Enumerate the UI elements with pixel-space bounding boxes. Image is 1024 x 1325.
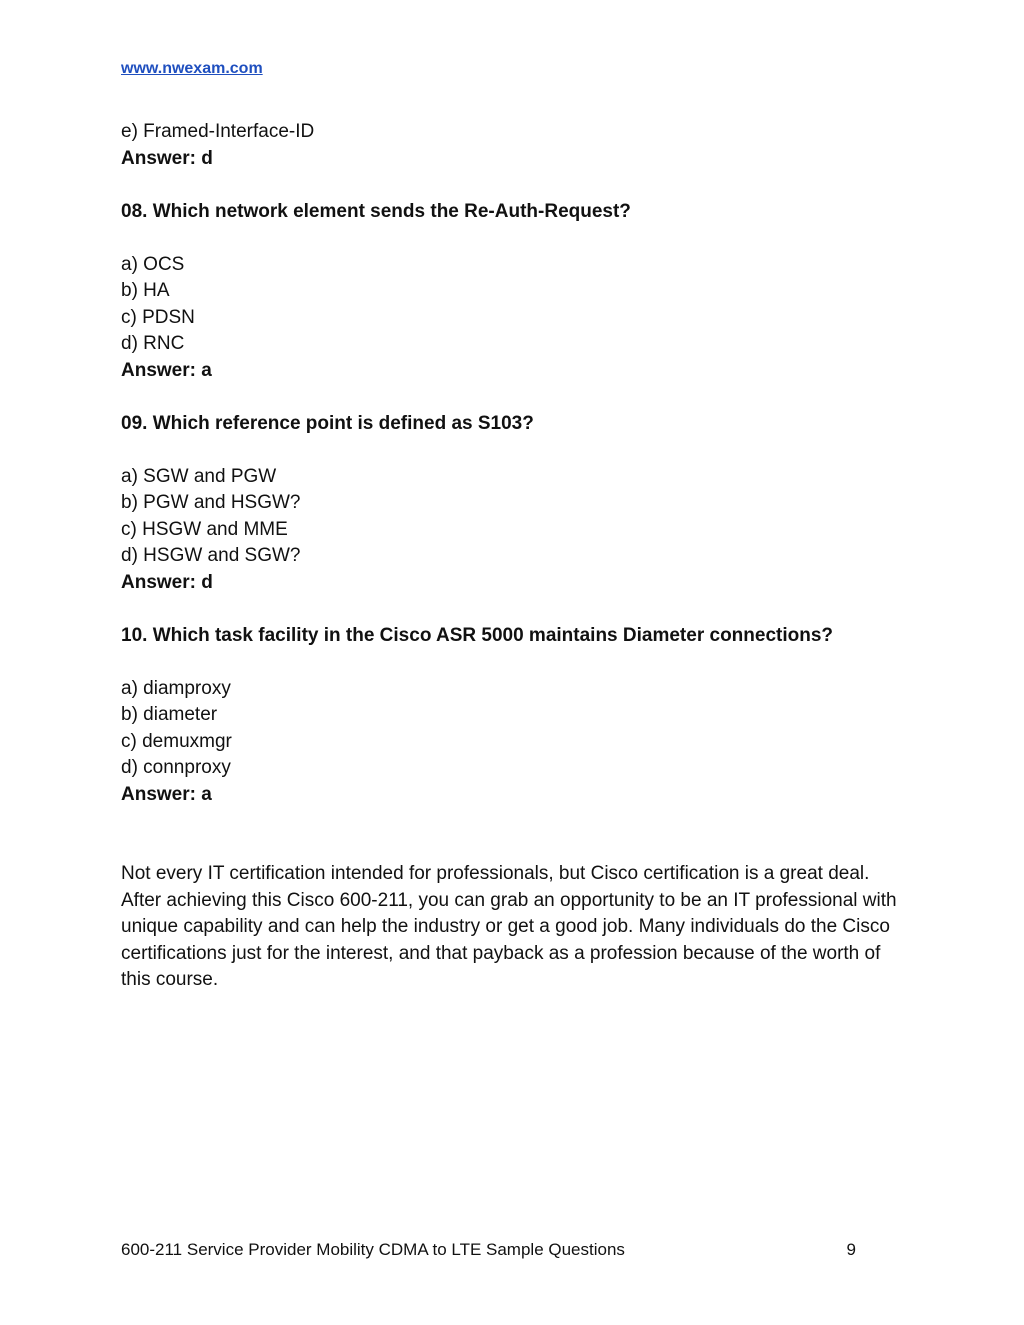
page-header (121, 60, 263, 78)
answer-label: Answer: d (121, 571, 213, 593)
page-number: 9 (846, 1240, 856, 1259)
site-link[interactable]: www.nwexam.com (121, 60, 263, 77)
option-a: a) SGW and PGW (121, 465, 277, 487)
option-b: b) HA (121, 280, 170, 301)
answer-label: Answer: d (121, 147, 213, 169)
document-body (121, 119, 901, 994)
answer-label: Answer: a (121, 359, 212, 381)
option-d: d) HSGW and SGW? (121, 545, 301, 566)
option-c: c) HSGW and MME (121, 518, 288, 540)
option-b: b) diameter (121, 704, 218, 725)
option-a: a) diamproxy (121, 677, 231, 699)
answer-label: Answer: a (121, 783, 212, 805)
option-a: a) OCS (121, 253, 185, 275)
option-d: d) RNC (121, 333, 185, 354)
closing-paragraph: Not every IT certification intended for professionals, but Cisco certification is a great deal. After achieving this Cisco 600-211, you can grab an opportunity to be an IT professional with unique capability and can help the industry or get a good job. Many individuals do the Cisco certifications just for the interest, and that payback as a profession because of the worth of this course. (121, 863, 897, 990)
page-footer (121, 1240, 856, 1260)
question-block (121, 199, 901, 385)
option-d: d) connproxy (121, 757, 231, 778)
option-e: e) Framed-Interface-ID (121, 121, 315, 142)
question-text: 08. Which network element sends the Re-Auth-Request? (121, 200, 631, 222)
option-c: c) demuxmgr (121, 730, 232, 752)
question-text: 09. Which reference point is defined as S103? (121, 412, 534, 434)
footer-title: 600-211 Service Provider Mobility CDMA to LTE Sample Questions (121, 1240, 625, 1259)
option-b: b) PGW and HSGW? (121, 492, 301, 513)
question-block (121, 623, 901, 809)
question-text: 10. Which task facility in the Cisco ASR 5000 maintains Diameter connections? (121, 624, 834, 646)
option-c: c) PDSN (121, 306, 195, 328)
question-block (121, 411, 901, 597)
